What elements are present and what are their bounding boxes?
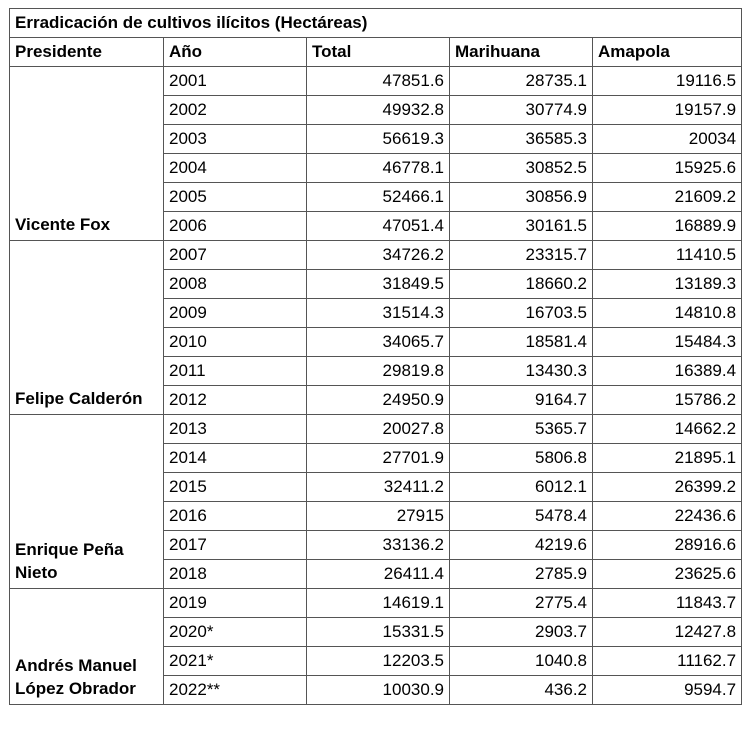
year-cell: 2018	[164, 560, 307, 589]
year-cell: 2013	[164, 415, 307, 444]
year-cell: 2020*	[164, 618, 307, 647]
president-cell: Andrés Manuel López Obrador	[10, 589, 164, 705]
total-cell: 47851.6	[307, 67, 450, 96]
year-cell: 2010	[164, 328, 307, 357]
amapola-cell: 15484.3	[593, 328, 742, 357]
total-cell: 52466.1	[307, 183, 450, 212]
year-cell: 2004	[164, 154, 307, 183]
marihuana-cell: 36585.3	[450, 125, 593, 154]
table-title: Erradicación de cultivos ilícitos (Hectáreas)	[10, 9, 742, 38]
total-cell: 56619.3	[307, 125, 450, 154]
eradication-table-container	[9, 8, 741, 705]
total-cell: 33136.2	[307, 531, 450, 560]
table-row	[10, 415, 742, 444]
table-body	[10, 67, 742, 705]
amapola-cell: 21609.2	[593, 183, 742, 212]
marihuana-cell: 18660.2	[450, 270, 593, 299]
marihuana-cell: 436.2	[450, 676, 593, 705]
amapola-cell: 13189.3	[593, 270, 742, 299]
table-header-row	[10, 38, 742, 67]
total-cell: 10030.9	[307, 676, 450, 705]
amapola-cell: 11843.7	[593, 589, 742, 618]
amapola-cell: 19157.9	[593, 96, 742, 125]
year-cell: 2009	[164, 299, 307, 328]
table-row	[10, 67, 742, 96]
total-cell: 20027.8	[307, 415, 450, 444]
marihuana-cell: 30856.9	[450, 183, 593, 212]
header-ano: Año	[164, 38, 307, 67]
header-presidente: Presidente	[10, 38, 164, 67]
total-cell: 31849.5	[307, 270, 450, 299]
marihuana-cell: 2903.7	[450, 618, 593, 647]
table-row	[10, 241, 742, 270]
amapola-cell: 16389.4	[593, 357, 742, 386]
header-total: Total	[307, 38, 450, 67]
amapola-cell: 20034	[593, 125, 742, 154]
amapola-cell: 22436.6	[593, 502, 742, 531]
amapola-cell: 21895.1	[593, 444, 742, 473]
year-cell: 2014	[164, 444, 307, 473]
amapola-cell: 26399.2	[593, 473, 742, 502]
amapola-cell: 11410.5	[593, 241, 742, 270]
year-cell: 2003	[164, 125, 307, 154]
amapola-cell: 28916.6	[593, 531, 742, 560]
total-cell: 49932.8	[307, 96, 450, 125]
eradication-table	[9, 8, 742, 705]
amapola-cell: 11162.7	[593, 647, 742, 676]
total-cell: 14619.1	[307, 589, 450, 618]
marihuana-cell: 18581.4	[450, 328, 593, 357]
year-cell: 2005	[164, 183, 307, 212]
year-cell: 2019	[164, 589, 307, 618]
year-cell: 2007	[164, 241, 307, 270]
table-row	[10, 589, 742, 618]
total-cell: 46778.1	[307, 154, 450, 183]
president-cell: Felipe Calderón	[10, 241, 164, 415]
marihuana-cell: 16703.5	[450, 299, 593, 328]
header-marihuana: Marihuana	[450, 38, 593, 67]
year-cell: 2011	[164, 357, 307, 386]
year-cell: 2017	[164, 531, 307, 560]
marihuana-cell: 1040.8	[450, 647, 593, 676]
year-cell: 2012	[164, 386, 307, 415]
marihuana-cell: 2775.4	[450, 589, 593, 618]
amapola-cell: 19116.5	[593, 67, 742, 96]
year-cell: 2016	[164, 502, 307, 531]
total-cell: 34726.2	[307, 241, 450, 270]
amapola-cell: 14810.8	[593, 299, 742, 328]
year-cell: 2022**	[164, 676, 307, 705]
marihuana-cell: 5478.4	[450, 502, 593, 531]
amapola-cell: 14662.2	[593, 415, 742, 444]
amapola-cell: 15786.2	[593, 386, 742, 415]
marihuana-cell: 9164.7	[450, 386, 593, 415]
marihuana-cell: 5806.8	[450, 444, 593, 473]
header-amapola: Amapola	[593, 38, 742, 67]
amapola-cell: 15925.6	[593, 154, 742, 183]
marihuana-cell: 28735.1	[450, 67, 593, 96]
total-cell: 27915	[307, 502, 450, 531]
total-cell: 47051.4	[307, 212, 450, 241]
total-cell: 32411.2	[307, 473, 450, 502]
amapola-cell: 9594.7	[593, 676, 742, 705]
president-cell: Vicente Fox	[10, 67, 164, 241]
total-cell: 31514.3	[307, 299, 450, 328]
total-cell: 34065.7	[307, 328, 450, 357]
year-cell: 2001	[164, 67, 307, 96]
year-cell: 2008	[164, 270, 307, 299]
marihuana-cell: 13430.3	[450, 357, 593, 386]
marihuana-cell: 4219.6	[450, 531, 593, 560]
marihuana-cell: 23315.7	[450, 241, 593, 270]
amapola-cell: 16889.9	[593, 212, 742, 241]
year-cell: 2006	[164, 212, 307, 241]
total-cell: 24950.9	[307, 386, 450, 415]
year-cell: 2021*	[164, 647, 307, 676]
total-cell: 26411.4	[307, 560, 450, 589]
amapola-cell: 12427.8	[593, 618, 742, 647]
marihuana-cell: 30852.5	[450, 154, 593, 183]
total-cell: 15331.5	[307, 618, 450, 647]
marihuana-cell: 5365.7	[450, 415, 593, 444]
year-cell: 2015	[164, 473, 307, 502]
total-cell: 29819.8	[307, 357, 450, 386]
total-cell: 12203.5	[307, 647, 450, 676]
marihuana-cell: 30161.5	[450, 212, 593, 241]
table-title-row	[10, 9, 742, 38]
marihuana-cell: 30774.9	[450, 96, 593, 125]
total-cell: 27701.9	[307, 444, 450, 473]
amapola-cell: 23625.6	[593, 560, 742, 589]
president-cell: Enrique Peña Nieto	[10, 415, 164, 589]
marihuana-cell: 6012.1	[450, 473, 593, 502]
marihuana-cell: 2785.9	[450, 560, 593, 589]
year-cell: 2002	[164, 96, 307, 125]
